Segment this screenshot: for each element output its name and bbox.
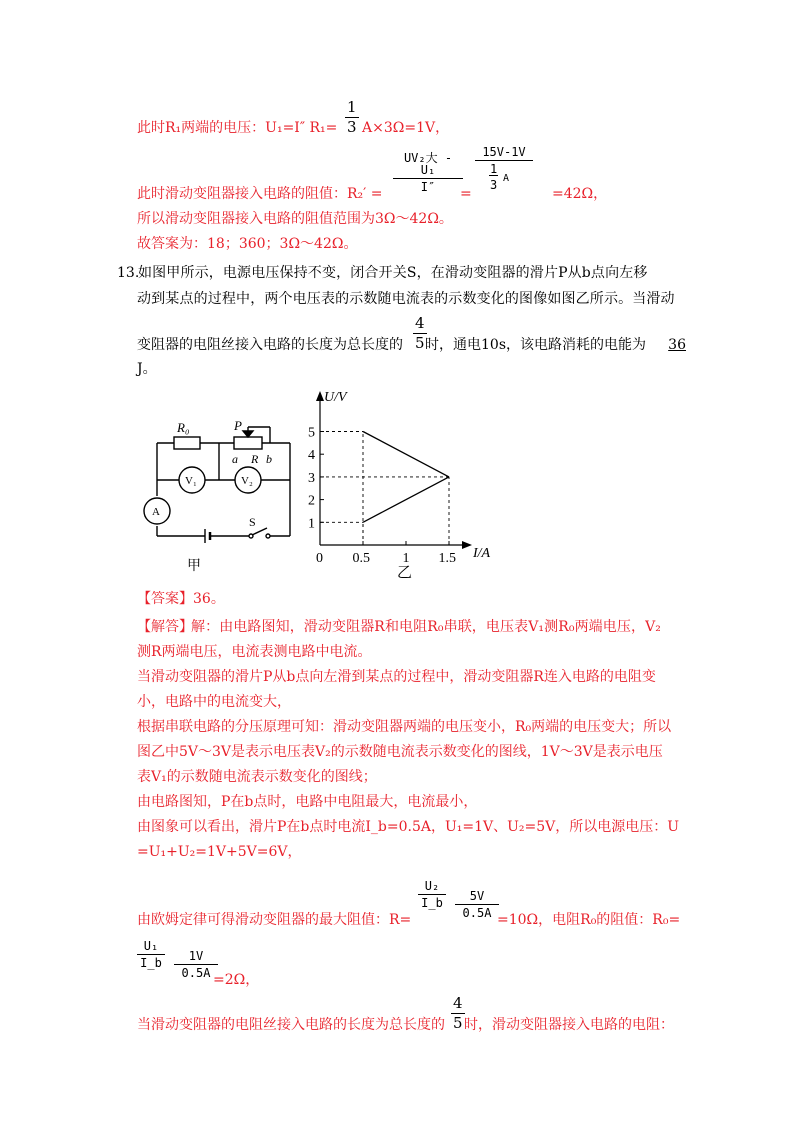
unit-label: A: [503, 173, 510, 184]
y-tick-label: 1: [308, 516, 315, 532]
sec1-line1-fraction: [345, 100, 359, 135]
fraction-numerator: U₂: [418, 880, 446, 895]
inner-denominator: 3: [490, 178, 498, 192]
sec1-line2-text: 此时滑动变阻器接入电路的阻值：R₂′ =: [137, 186, 383, 202]
solution-line3: 当滑动变阻器的滑片P从b点向左滑到某点的过程中，滑动变阻器R连入电路的电阻变: [137, 669, 656, 685]
solution-line7: 表V₁的示数随电流表示数变化的图线；: [137, 769, 377, 785]
fraction-numerator: 15V-1V: [475, 146, 533, 161]
q13-line2: 动到某点的过程中，两个电压表的示数随电流表的示数变化的图像如图乙所示。当滑动: [137, 291, 675, 307]
sec1-line2-fraction2: [475, 146, 533, 197]
solution-line10: =U₁+U₂=1V+5V=6V，: [137, 844, 302, 860]
q13-number: 13.: [117, 265, 140, 281]
rheostat-r-label: R: [251, 452, 259, 466]
x-axis-arrow: [462, 541, 472, 549]
solution-line4: 小，电路中的电流变大，: [137, 694, 291, 710]
y-tick-label: 3: [308, 470, 315, 486]
fraction-denominator: I″: [420, 180, 436, 194]
sec1-line1-text: 此时R₁两端的电压：U₁=I″ R₁=: [137, 120, 338, 136]
x-tick-label: 0.5: [352, 551, 370, 566]
q13-line1: 如图甲所示，电源电压保持不变，闭合开关S，在滑动变阻器的滑片P从b点向左移: [138, 265, 648, 281]
ammeter-label: A: [152, 506, 160, 518]
switch-label: S: [249, 515, 256, 529]
voltmeter-v1-label: V₁: [185, 475, 197, 487]
solution-line12-result: =2Ω，: [213, 972, 260, 988]
fraction-numerator: 4: [415, 314, 425, 332]
solution-line8: 由电路图知，P在b点时，电路中电阻最大，电流最小，: [137, 794, 478, 810]
sec1-line1-result: A×3Ω=1V，: [362, 120, 450, 136]
fraction-denominator: [475, 161, 533, 197]
y-axis-label: U/V: [324, 390, 347, 405]
fraction-numerator: 1V: [174, 950, 218, 965]
fraction-numerator: 5V: [455, 890, 499, 905]
solution-line5: 根据串联电路的分压原理可知：滑动变阻器两端的电压变小，R₀两端的电压变大；所以: [137, 719, 672, 735]
sec1-line2-fraction1: [393, 152, 463, 193]
solution-answer: 【答案】36。: [137, 591, 225, 607]
sec1-line2-equals: =: [460, 186, 472, 202]
circuit-caption: 甲: [187, 559, 201, 574]
x-tick-label: 0: [316, 551, 323, 566]
series-line-2: [363, 477, 449, 522]
solution-line12-fraction2: [174, 950, 218, 979]
solution-line9: 由图象可以看出，滑片P在b点时电流I_b=0.5A，U₁=1V、U₂=5V，所以电源电压：U: [137, 819, 680, 835]
fraction-denominator: 3: [347, 118, 357, 136]
fraction-numerator: UV₂大 - U₁: [393, 152, 463, 179]
terminal-b-label: b: [266, 452, 272, 466]
solution-line2: 测R两端电压，电流表测电路中电流。: [137, 644, 372, 660]
solution-tag: 【解答】: [137, 619, 193, 635]
fraction-numerator: 4: [453, 994, 463, 1012]
y-tick-label: 5: [308, 425, 315, 441]
terminal-a-label: a: [232, 452, 238, 466]
y-tick-label: 2: [308, 493, 315, 509]
sec1-line3: 所以滑动变阻器接入电路的阻值范围为3Ω～42Ω。: [137, 211, 453, 227]
q13-line3-text: 变阻器的电阻丝接入电路的长度为总长度的: [137, 337, 403, 353]
q13-line3-rest: 时，通电10s，该电路消耗的电能为: [425, 337, 646, 353]
x-tick-label: 1.5: [438, 551, 456, 566]
slider-p-label: P: [234, 418, 242, 433]
fraction-numerator: U₁: [137, 940, 165, 955]
solution-line11-fraction2: [455, 890, 499, 919]
x-axis-label: I/A: [473, 546, 491, 561]
sec1-line2-result: =42Ω，: [552, 186, 608, 202]
fraction-denominator: 0.5A: [462, 906, 492, 920]
inner-numerator: 1: [490, 162, 498, 176]
solution-line13-fraction: [451, 996, 465, 1031]
solution-line13-text: 当滑动变阻器的电阻丝接入电路的长度为总长度的: [137, 1017, 445, 1033]
fraction-denominator: 5: [453, 1014, 463, 1032]
solution-line11-fraction1: [418, 880, 446, 909]
q13-answer-blank: 36: [668, 337, 686, 353]
circuit-diagram: [130, 405, 305, 585]
voltmeter-v2-label: V₂: [241, 475, 253, 487]
fraction-numerator: 1: [347, 98, 357, 116]
y-axis-arrow: [316, 391, 324, 401]
sec1-answer: 故答案为：18；360；3Ω～42Ω。: [137, 236, 358, 252]
fraction-denominator: 0.5A: [181, 966, 211, 980]
solution-line12-fraction1: [137, 940, 165, 969]
solution-line13-rest: 时，滑动变阻器接入电路的电阻：: [464, 1017, 674, 1033]
solution-line11-text: 由欧姆定律可得滑动变阻器的最大阻值：R=: [137, 912, 412, 928]
solution-line1: 解：由电路图知，滑动变阻器R和电阻R₀串联，电压表V₁测R₀两端电压，V₂: [191, 619, 661, 635]
chart-caption: 乙: [397, 565, 413, 581]
solution-line6: 图乙中5V～3V是表示电压表V₂的示数随电流表示数变化的图线，1V～3V是表示电压: [137, 744, 663, 760]
ui-graph: [290, 385, 500, 585]
fraction-denominator: I_b: [140, 956, 162, 970]
r0-label: R₀: [177, 420, 190, 435]
fraction-denominator: 5: [415, 334, 425, 352]
solution-line11-result: =10Ω，电阻R₀的阻值：R₀=: [497, 912, 681, 928]
q13-line4: J。: [137, 361, 157, 377]
fraction-denominator: I_b: [421, 896, 443, 910]
x-tick-label: 1: [402, 551, 410, 566]
series-line-1: [363, 432, 449, 477]
y-tick-label: 4: [308, 448, 315, 464]
